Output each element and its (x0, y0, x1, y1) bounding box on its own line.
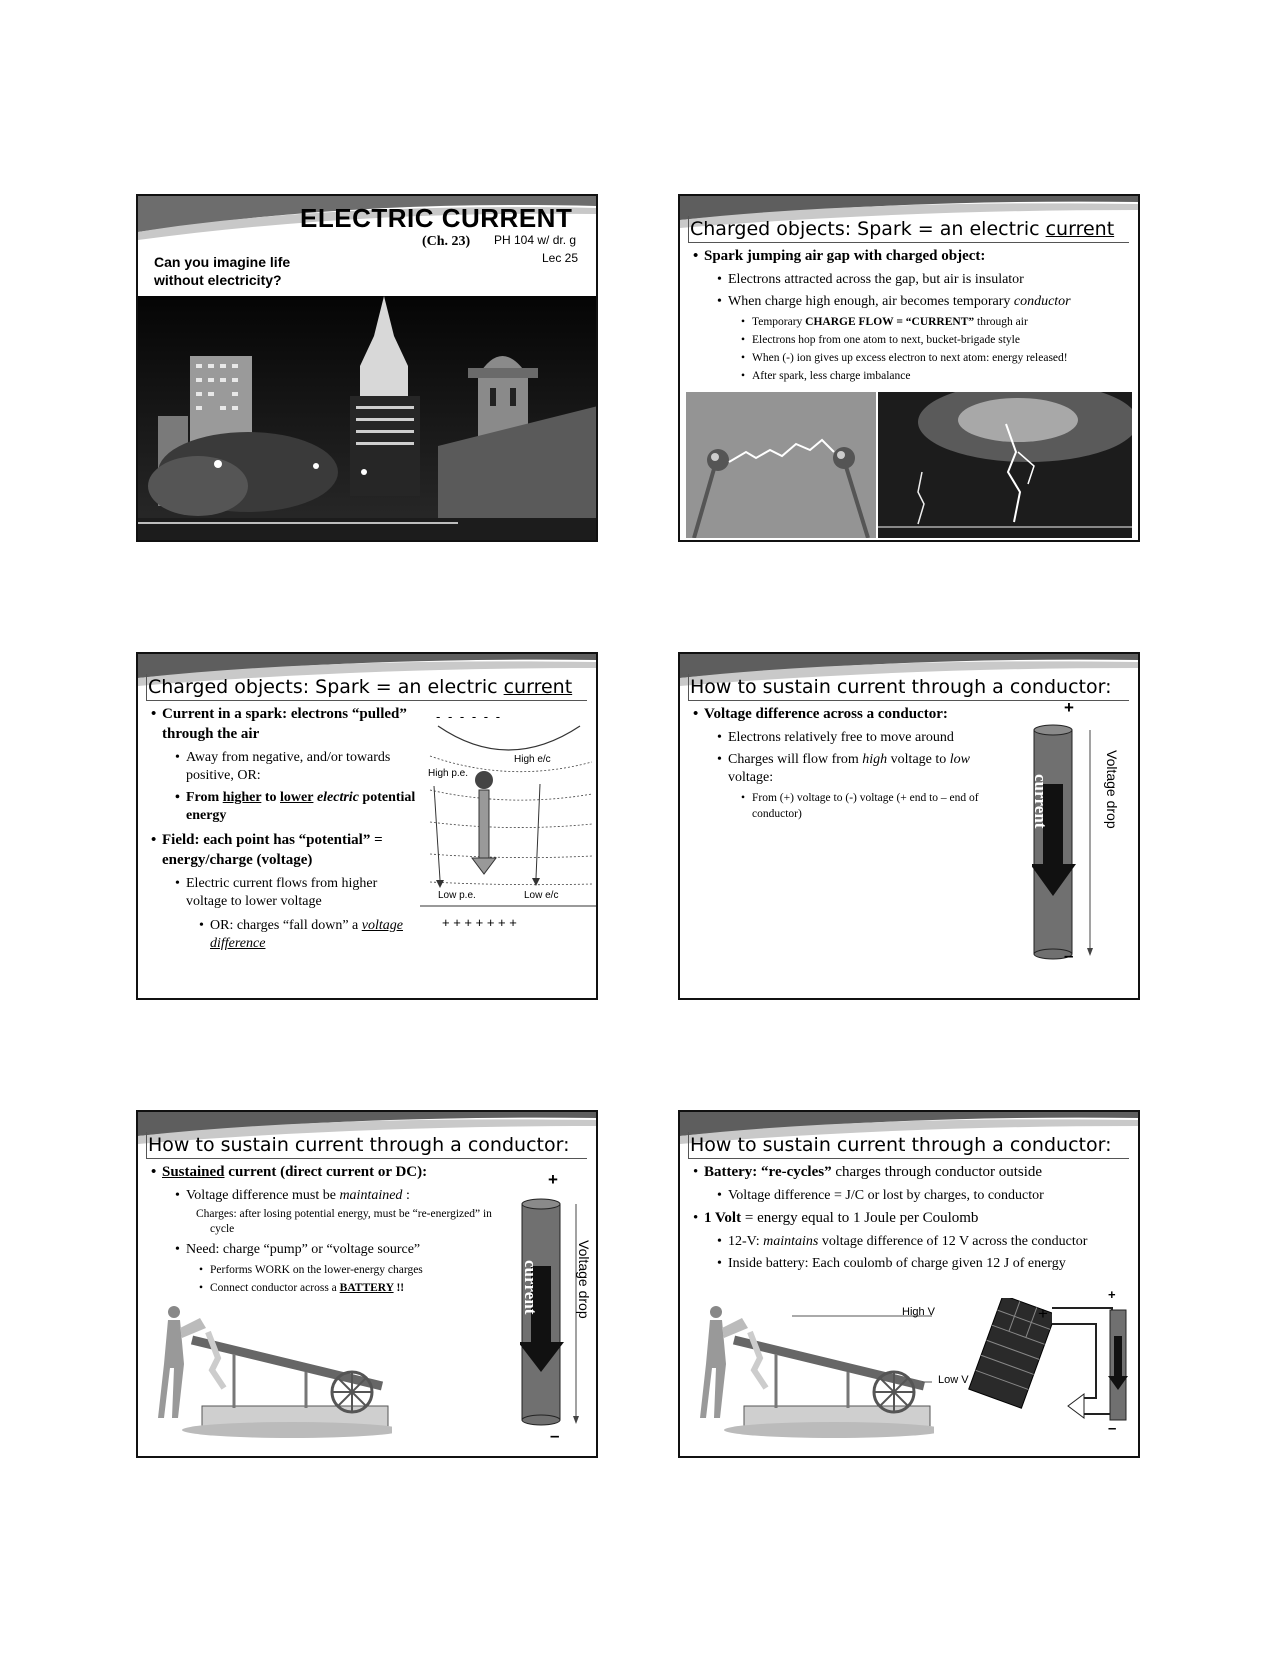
slide-1 (136, 194, 598, 542)
label-low-pe: Low p.e. (438, 890, 476, 901)
slide-5 (136, 1110, 598, 1458)
label-high-v: High V (902, 1306, 936, 1318)
bullet-charge-flow: • Temporary CHARGE FLOW = “CURRENT” through air (752, 316, 1028, 329)
course-label: PH 104 w/ dr. g (494, 233, 577, 247)
bullet-12v: • 12-V: maintains voltage difference of 12 V across the conductor (728, 1234, 1087, 1250)
bullet-current-flows-1: • Electric current flows from higher (186, 876, 377, 892)
negative-charges: - - - - - - (436, 709, 503, 724)
slide-title: How to sustain current through a conductor: (148, 1134, 570, 1156)
circuit-arrows (1048, 1294, 1138, 1434)
slide-title: Charged objects: Spark = an electric current (690, 218, 1115, 240)
bullet-one-volt: • 1 Volt = energy equal to 1 Joule per Coulomb (704, 1210, 978, 1227)
spark-photo (686, 392, 876, 538)
label-high-pe: High p.e. (428, 768, 469, 779)
bullet-battery-recycles: • Battery: “re-cycles” charges through conductor outside (704, 1164, 1042, 1181)
voltage-difference-term: difference (210, 936, 266, 951)
minus-terminal: – (1108, 1420, 1117, 1437)
bullet-field-potential-1: • Field: each point has “potential” = (162, 832, 383, 849)
voltage-drop-label: Voltage drop (576, 1240, 592, 1319)
bullet-high-to-low-2: voltage: (728, 770, 774, 785)
slide-6 (678, 1110, 1140, 1458)
bullet-temporary-conductor: • When charge high enough, air becomes temporary conductor (728, 294, 1071, 310)
label-low-ec: Low e/c (524, 890, 559, 901)
water-pump-illustration (152, 1298, 392, 1448)
bullet-less-imbalance: • After spark, less charge imbalance (752, 370, 910, 383)
intro-question-line2: without electricity? (154, 272, 282, 288)
lecture-label: Lec 25 (542, 251, 579, 265)
note-reenergized-1: Charges: after losing potential energy, must be “re-energized” in (196, 1208, 492, 1220)
slide-title: ELECTRIC CURRENT (300, 203, 573, 233)
conductor-diagram (1032, 724, 1136, 974)
bullet-current-flows-2: voltage to lower voltage (186, 894, 322, 909)
voltage-drop-label: Voltage drop (1104, 750, 1120, 829)
bullet-performs-work: • Performs WORK on the lower-energy charges (210, 1264, 423, 1277)
label-high-ec: High e/c (514, 754, 551, 765)
bullet-plus-to-minus-2: conductor) (752, 808, 802, 820)
city-night-photo (138, 296, 598, 542)
bullet-high-to-low-1: • Charges will flow from high voltage to low (728, 752, 970, 768)
bullet-higher-lower-2: energy (186, 808, 227, 823)
bullet-maintained: • Voltage difference must be maintained : (186, 1188, 410, 1204)
bullet-jc: • Voltage difference = J/C or lost by charges, to conductor (728, 1188, 1044, 1204)
slide-title: Charged objects: Spark = an electric current (148, 676, 573, 698)
bullet-energy-released: • When (-) ion gives up excess electron to next atom: energy released! (752, 352, 1068, 365)
bullet-voltage-difference: • Voltage difference across a conductor: (704, 706, 948, 723)
bullet-spark-gap: • Spark jumping air gap with charged object: (704, 248, 985, 265)
intro-question-line1: Can you imagine life (154, 254, 291, 270)
minus-terminal: – (550, 1426, 560, 1445)
chapter-label: (Ch. 23) (422, 234, 471, 249)
slide-2 (678, 194, 1140, 542)
bullet-connect-battery: • Connect conductor across a BATTERY !! (210, 1282, 404, 1295)
bullet-charge-pump: • Need: charge “pump” or “voltage source” (186, 1242, 420, 1258)
bullet-electrons-hop: • Electrons hop from one atom to next, bucket-brigade style (752, 334, 1020, 347)
battery-plus: + (1038, 1304, 1048, 1323)
plus-terminal: + (1108, 1287, 1116, 1302)
voltage-level-lines (792, 1308, 932, 1388)
positive-charges: + + + + + + + (442, 915, 517, 930)
bullet-away-from-negative-2: positive, OR: (186, 768, 261, 783)
slide-3 (136, 652, 598, 1000)
bullet-inside-battery: • Inside battery: Each coulomb of charge given 12 J of energy (728, 1256, 1066, 1272)
slide-title: How to sustain current through a conductor: (690, 1134, 1112, 1156)
bullet-field-potential-2: energy/charge (voltage) (162, 852, 313, 868)
bullet-plus-to-minus-1: • From (+) voltage to (-) voltage (+ end to – end of (752, 792, 979, 805)
slide-4 (678, 652, 1140, 1000)
bullet-higher-lower-1: • From higher to lower electric potential (186, 790, 415, 806)
note-reenergized-2: cycle (210, 1223, 235, 1235)
bullet-electrons-attracted: • Electrons attracted across the gap, but air is insulator (728, 272, 1024, 288)
current-label: current (521, 1260, 540, 1315)
bullet-current-in-spark-2: through the air (162, 726, 260, 742)
current-label: current (1031, 774, 1050, 829)
plus-terminal: + (548, 1170, 558, 1189)
bullet-current-in-spark-1: • Current in a spark: electrons “pulled” (162, 706, 407, 723)
minus-terminal: – (1064, 946, 1074, 965)
lightning-photo (878, 392, 1132, 538)
plus-terminal: + (1064, 698, 1074, 717)
bullet-electrons-free: • Electrons relatively free to move around (728, 730, 954, 746)
slide-title: How to sustain current through a conductor: (690, 676, 1112, 698)
bullet-sustained-current: • Sustained current (direct current or DC): (162, 1164, 427, 1181)
bullet-away-from-negative-1: • Away from negative, and/or towards (186, 750, 390, 766)
bullet-fall-down: • OR: charges “fall down” a voltage (210, 918, 403, 934)
label-low-v: Low V (938, 1374, 969, 1386)
